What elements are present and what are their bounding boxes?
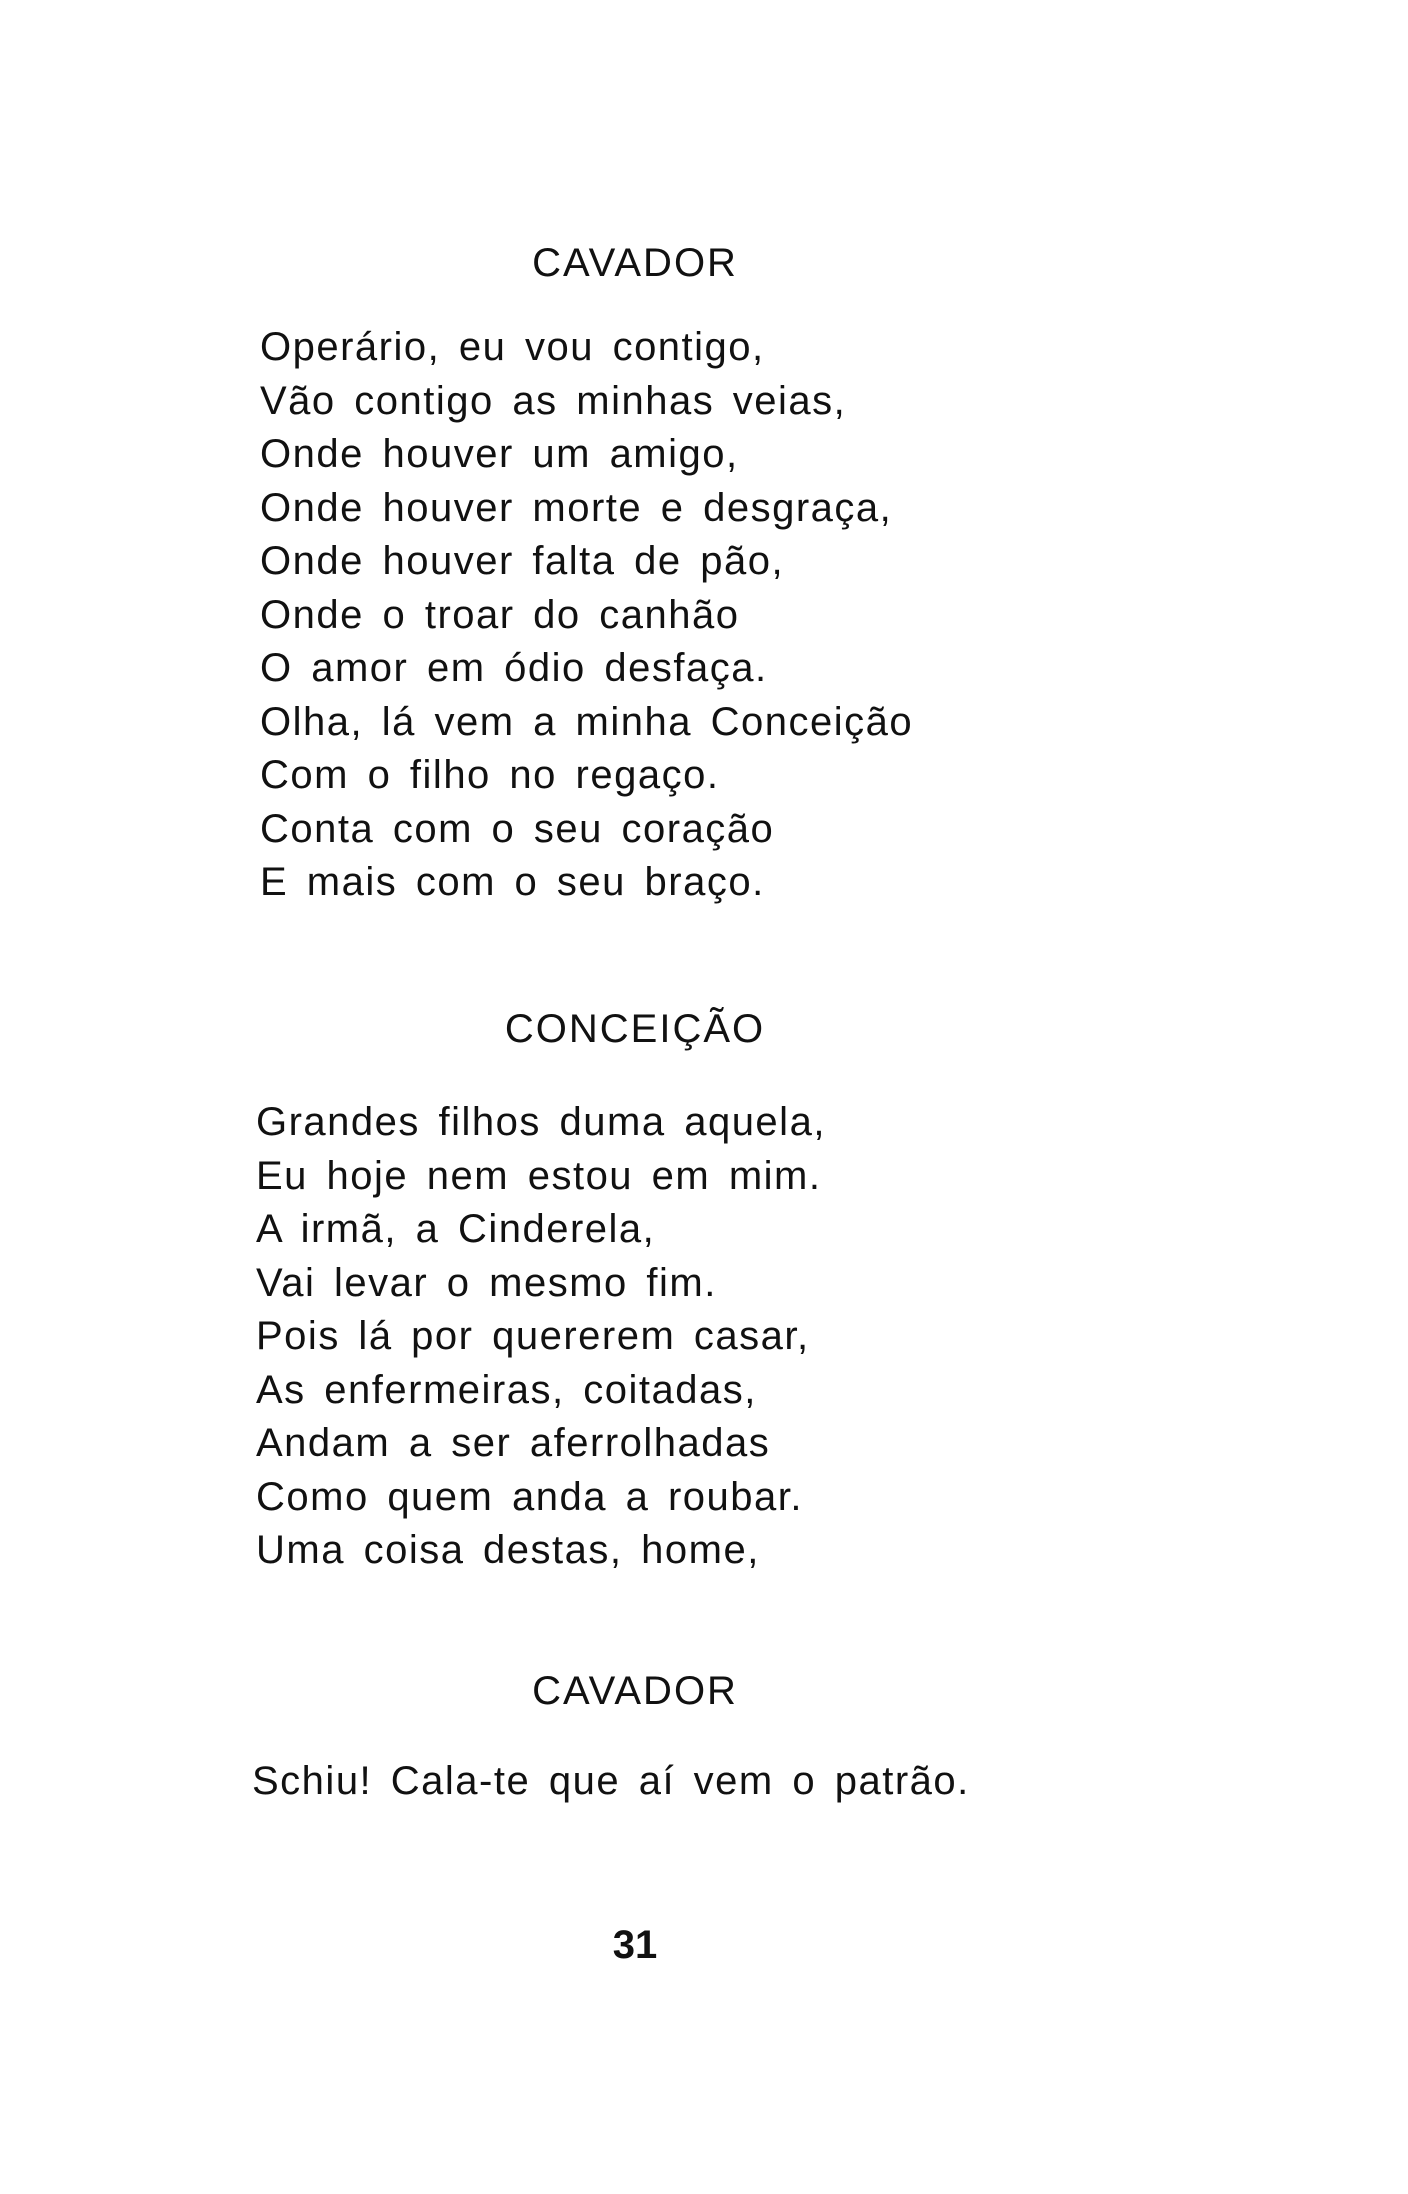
verse-line: Como quem anda a roubar. bbox=[256, 1474, 803, 1519]
verse-line: Andam a ser aferrolhadas bbox=[256, 1421, 771, 1465]
verse-line: Schiu! Cala-te que aí vem o patrão. bbox=[252, 1759, 970, 1803]
verse-line: Operário, eu vou contigo, bbox=[260, 325, 765, 369]
verse-line: Conta com o seu coração bbox=[260, 806, 775, 851]
verse-line: Onde o troar do canhão bbox=[260, 592, 740, 637]
speaker-heading: CAVADOR bbox=[532, 241, 738, 285]
verse-line: Pois lá por quererem casar, bbox=[256, 1314, 810, 1358]
verse-line: Eu hoje nem estou em mim. bbox=[256, 1153, 822, 1198]
verse-line: Vão contigo as minhas veias, bbox=[260, 378, 847, 423]
page-number: 31 bbox=[612, 1923, 658, 1967]
verse-line: Onde houver falta de pão, bbox=[260, 539, 785, 583]
stanza bbox=[256, 1096, 826, 1578]
verse-line: Uma coisa destas, home, bbox=[256, 1528, 760, 1572]
speaker-heading: CONCEIÇÃO bbox=[504, 1007, 766, 1051]
verse-line: O amor em ódio desfaça. bbox=[260, 646, 768, 690]
verse-line: Com o filho no regaço. bbox=[260, 753, 720, 797]
verse-line: As enfermeiras, coitadas, bbox=[256, 1367, 757, 1412]
stanza bbox=[260, 321, 913, 910]
verse-line: Grandes filhos duma aquela, bbox=[256, 1100, 826, 1144]
verse-line: A irmã, a Cinderela, bbox=[256, 1207, 656, 1251]
verse-line: Onde houver um amigo, bbox=[260, 432, 739, 476]
stanza bbox=[252, 1755, 970, 1809]
speaker-heading: CAVADOR bbox=[532, 1669, 738, 1713]
verse-line: Vai levar o mesmo fim. bbox=[256, 1260, 717, 1305]
verse-line: Olha, lá vem a minha Conceição bbox=[260, 699, 914, 744]
verse-line: Onde houver morte e desgraça, bbox=[260, 485, 893, 530]
verse-line: E mais com o seu braço. bbox=[260, 860, 765, 904]
